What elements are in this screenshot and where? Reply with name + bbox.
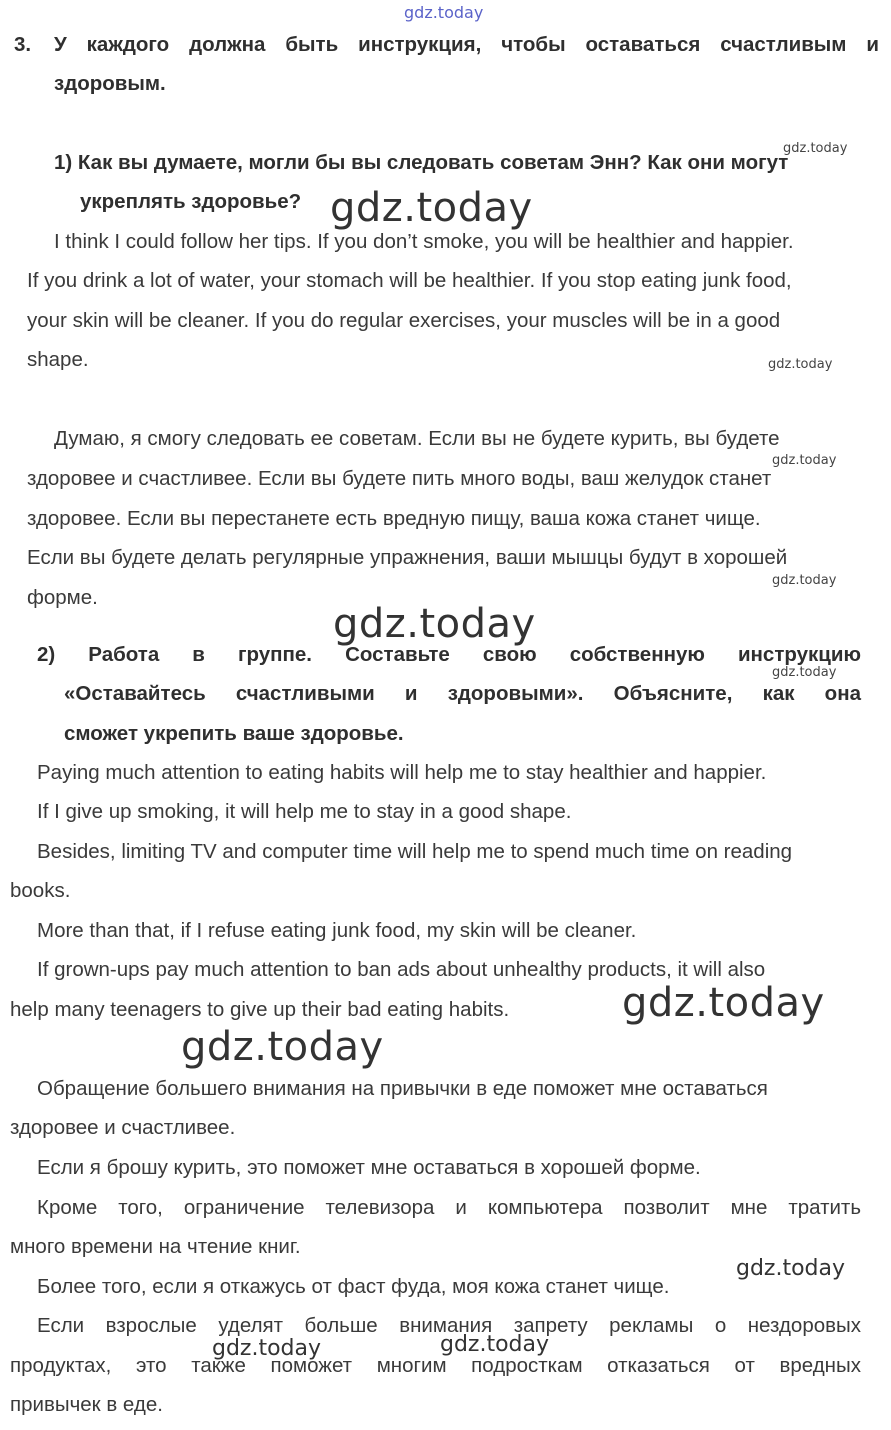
watermark: gdz.today	[772, 665, 837, 680]
watermark: gdz.today	[212, 1336, 322, 1361]
answer-line: If I give up smoking, it will help me to stay in a good shape.	[37, 800, 572, 823]
question-2: «Оставайтесь счастливыми и здоровыми». Объясните, как она	[64, 682, 861, 705]
answer-line: More than that, if I refuse eating junk food, my skin will be cleaner.	[37, 919, 637, 942]
watermark: gdz.today	[783, 141, 848, 156]
answer-line: много времени на чтение книг.	[10, 1235, 301, 1258]
answer-line: Если я брошу курить, это поможет мне оставаться в хорошей форме.	[37, 1156, 701, 1179]
answer-line: Если вы будете делать регулярные упражнения, ваши мышцы будут в хорошей	[27, 546, 788, 569]
answer-line: здоровее. Если вы перестанете есть вредную пищу, ваша кожа станет чище.	[27, 507, 761, 530]
answer-line: форме.	[27, 586, 98, 609]
answer-line: Besides, limiting TV and computer time will help me to spend much time on reading	[37, 840, 793, 863]
answer-line: Если взрослые уделят больше внимания запрету рекламы о нездоровых	[37, 1314, 861, 1337]
answer-line: здоровее и счастливее. Если вы будете пить много воды, ваш желудок станет	[27, 467, 772, 490]
task-number: 3.	[14, 33, 32, 56]
answer-line: help many teenagers to give up their bad eating habits.	[10, 998, 510, 1021]
question-1: укреплять здоровье?	[80, 190, 302, 213]
answer-line: shape.	[27, 348, 89, 371]
watermark: gdz.today	[768, 357, 833, 372]
answer-line: привычек в еде.	[10, 1393, 163, 1416]
watermark: gdz.today	[181, 1024, 384, 1070]
answer-line: books.	[10, 879, 71, 902]
watermark: gdz.today	[404, 3, 484, 22]
watermark: gdz.today	[622, 980, 825, 1026]
answer-line: здоровее и счастливее.	[10, 1116, 236, 1139]
answer-line: Paying much attention to eating habits will help me to stay healthier and happier.	[37, 761, 767, 784]
watermark: gdz.today	[736, 1256, 846, 1281]
watermark: gdz.today	[440, 1332, 550, 1357]
answer-line: I think I could follow her tips. If you don’t smoke, you will be healthier and happier.	[54, 230, 794, 253]
watermark: gdz.today	[772, 573, 837, 588]
question-1: 1) Как вы думаете, могли бы вы следовать советам Энн? Как они могут	[54, 151, 789, 174]
question-2: 2) Работа в группе. Составьте свою собственную инструкцию	[37, 643, 861, 666]
answer-line: Обращение большего внимания на привычки в еде поможет мне оставаться	[37, 1077, 768, 1100]
answer-line: If grown-ups pay much attention to ban ads about unhealthy products, it will also	[37, 958, 766, 981]
answer-line: your skin will be cleaner. If you do regular exercises, your muscles will be in a good	[27, 309, 781, 332]
answer-line: Думаю, я смогу следовать ее советам. Если вы не будете курить, вы будете	[54, 427, 780, 450]
answer-line: If you drink a lot of water, your stomach will be healthier. If you stop eating junk food,	[27, 269, 792, 292]
answer-line: продуктах, это также поможет многим подросткам отказаться от вредных	[10, 1354, 861, 1377]
watermark: gdz.today	[330, 185, 533, 231]
task-title: здоровым.	[54, 72, 166, 95]
watermark: gdz.today	[333, 601, 536, 647]
task-title: У каждого должна быть инструкция, чтобы оставаться счастливым и	[54, 33, 879, 56]
answer-line: Кроме того, ограничение телевизора и компьютера позволит мне тратить	[37, 1196, 861, 1219]
watermark: gdz.today	[772, 453, 837, 468]
question-2: сможет укрепить ваше здоровье.	[64, 722, 404, 745]
answer-line: Более того, если я откажусь от фаст фуда, моя кожа станет чище.	[37, 1275, 670, 1298]
